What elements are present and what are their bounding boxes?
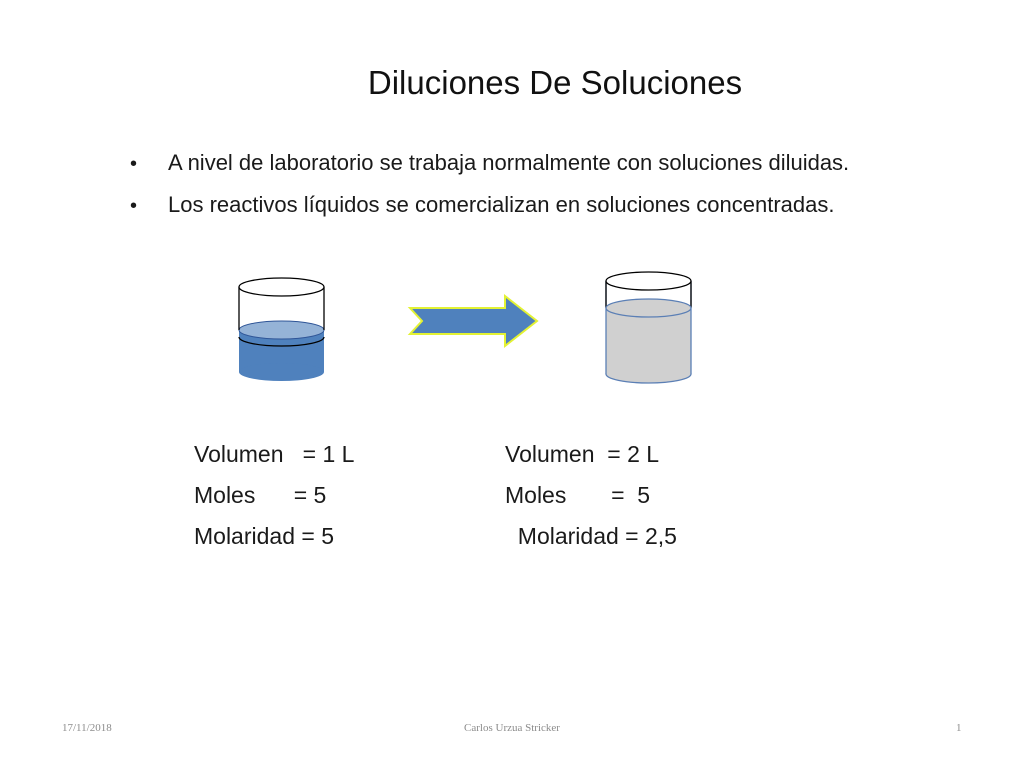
left-beaker-rim — [239, 278, 324, 296]
left-beaker-liquid-surface — [239, 321, 324, 339]
bullet-text: A nivel de laboratorio se trabaja normalmente con soluciones diluidas. — [168, 150, 850, 175]
bullet-list — [130, 150, 1010, 234]
before-moles: Moles = 5 — [194, 482, 327, 508]
left-beaker-liquid-bottom — [239, 363, 324, 381]
left-beaker — [239, 278, 324, 381]
left-beaker-line — [239, 337, 324, 346]
bullet-icon: • — [130, 195, 138, 217]
footer-date: 17/11/2018 — [62, 722, 112, 734]
footer-author: Carlos Urzua Stricker — [464, 722, 560, 734]
before-volume: Volumen = 1 L — [194, 441, 355, 467]
after-molarity: Molaridad = 2,5 — [505, 523, 677, 549]
before-stats — [194, 434, 354, 557]
right-arrow-icon — [410, 296, 537, 346]
slide-title: Diluciones De Soluciones — [367, 64, 743, 101]
right-beaker-liquid-cover — [606, 308, 691, 374]
right-beaker-rim — [606, 272, 691, 290]
right-beaker — [606, 272, 691, 383]
after-moles: Moles = 5 — [505, 482, 651, 508]
right-beaker-liquid-surface — [606, 299, 691, 317]
after-stats — [505, 434, 677, 557]
before-molarity: Molaridad = 5 — [194, 523, 334, 549]
bullet-icon: • — [130, 153, 138, 175]
left-beaker-liquid — [239, 330, 324, 372]
after-volume: Volumen = 2 L — [505, 441, 660, 467]
right-beaker-liquid — [606, 308, 691, 374]
bullet-item — [130, 192, 1010, 234]
bullet-text: Los reactivos líquidos se comercializan en soluciones concentradas. — [168, 192, 835, 217]
right-beaker-liquid-bottom — [606, 365, 691, 383]
bullet-item — [130, 150, 1010, 192]
footer-page-number: 1 — [956, 722, 962, 734]
